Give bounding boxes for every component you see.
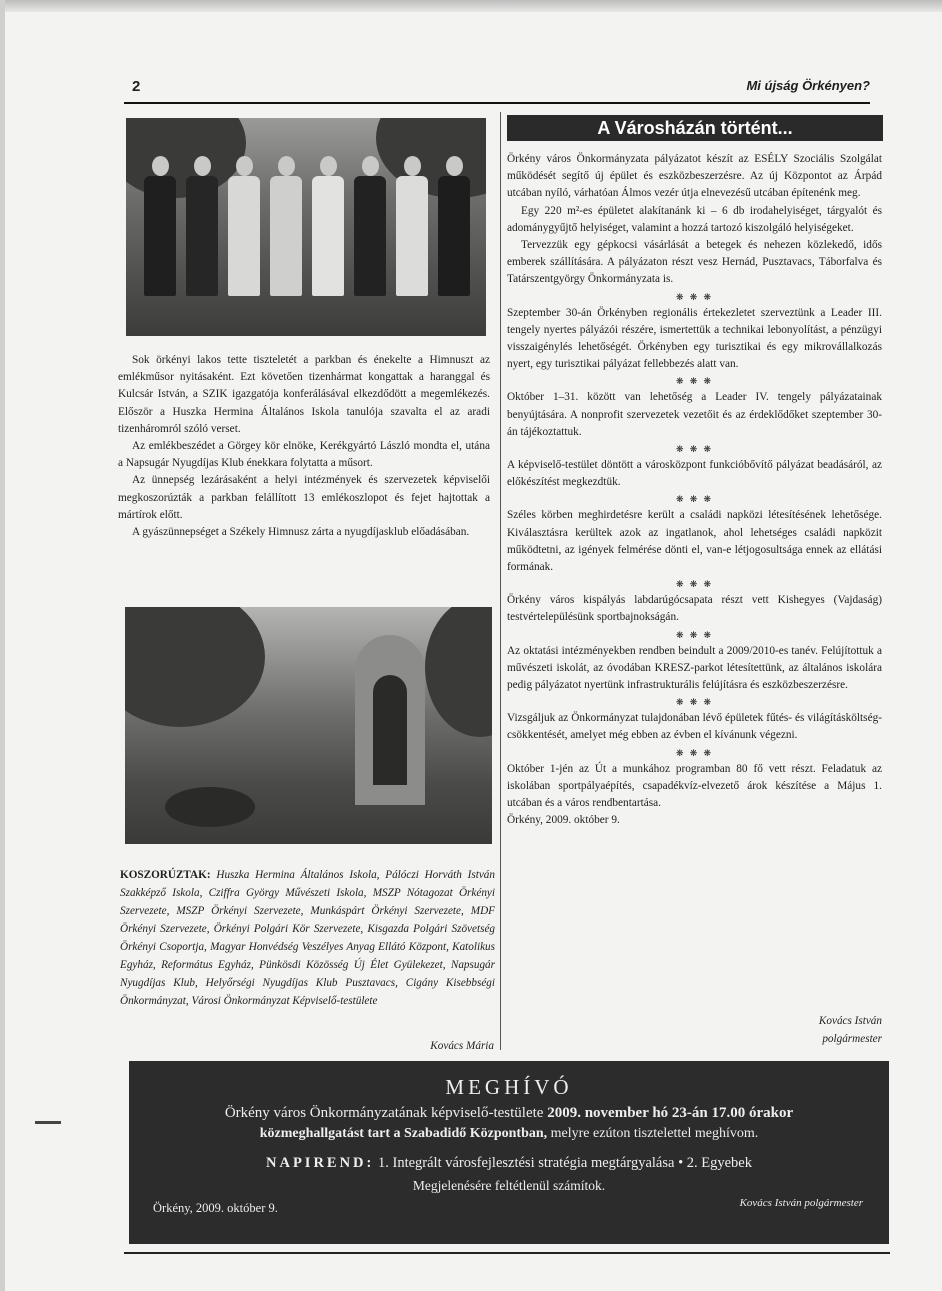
separator: ❋ ❋ ❋ [675,697,714,708]
separator: ❋ ❋ ❋ [675,747,714,758]
photo-person [438,156,470,296]
paragraph: Az emlékbeszédet a Görgey kör elnöke, Kerékgyártó László mondta el, utána a Napsugár Nyugdíjas Klub énekkara folytatta a műsort. [118,440,490,470]
invitation-event: közmeghallgatást tart a Szabadidő Központban, [259,1126,548,1141]
invitation-signature: Kovács István polgármester [739,1197,863,1209]
invitation-line: Megjelenésére feltétlenül számítok. [412,1178,606,1193]
photo-tree [425,607,492,737]
invitation-text: Örkény város Önkormányzatának képviselő-testülete [224,1105,548,1121]
photo-choir-group [126,118,486,336]
invitation-line [129,1126,889,1142]
date-line: Örkény, 2009. október 9. [507,814,620,827]
photo-person [228,156,260,296]
paragraph: A gyászünnepséget a Székely Himnusz zárta a nyugdíjasklub előadásában. [132,526,470,539]
bottom-rule [124,1252,890,1254]
wreath-organizations: Huszka Hermina Általános Iskola, Pálóczi Horváth István Szakképző Iskola, Cziffra György Művészeti Iskola, MSZP Nótagozat Örkényi Szervezete, MSZP Örkényi Szervezete, Munkáspárt Örkényi Szervezete, MDF Örkényi Szervezete, Örkényi Polgári Kör Szervezete, Kisgazda Polgári Szövetség Örkényi Csoportja, Magyar Honvédség Veszélyes Anyag Ellátó Központ, Katolikus Egyház, Református Egyház, Pünkösdi Közösség Új Élet Gyülekezet, Napsugár Nyugdíjas Klub, Helyőrségi Nyugdíjas Klub Pusztavacs, Cigány Kisebbségi Önkormányzat, Városi Önkormányzat Képviselő-testülete [120,869,495,1007]
invitation-date: Örkény, 2009. október 9. [153,1201,278,1215]
scan-left-edge [0,0,5,1291]
paragraph: Sok örkényi lakos tette tiszteletét a parkban és énekelte a Himnuszt az emlékműsor nyitásaként. Ezt követően tizenhármat kongattak a haranggal és Kulcsár István, a SZIK igazgatója konferálásával elkezdődött a megemlékezés. Először a Huszka Hermina Általános Iskola tanulója szavalta el az aradi tizenháromról szóló verset. [118,354,490,435]
paragraph: Egy 220 m²-es épületet alakítanánk ki – 6 db irodahelyiséget, tárgyalót és adománygyűjtő helyiséget, valamint a hozzá tartozó kiszolgáló helyiségeket. [507,204,882,234]
agenda-items: 1. Integrált városfejlesztési stratégia megtárgyalása • 2. Egyebek [374,1155,752,1171]
paragraph: Tervezzük egy gépkocsi vásárlását a betegek és nehezen közlekedő, idős emberek szállítására. A pályázaton részt vesz Hernád, Pusztavacs, Táborfalva és Tatárszentgyörgy Önkormányzata is. [507,239,882,286]
article-right-body [507,151,882,830]
column-divider [500,112,501,1050]
scan-mark [35,1121,61,1124]
paragraph: Október 1–31. között van lehetőség a Leader IV. tengely pályázatainak benyújtására. A nonprofit szervezetek vezetőit és az érdeklődőket szeptember 30-án tájékoztattuk. [507,391,882,438]
photo-wreaths [165,787,255,827]
invitation-text: melyre ezúton tisztelettel meghívom. [547,1126,759,1141]
newspaper-title: Mi újság Örkényen? [746,78,870,93]
paragraph: Vizsgáljuk az Önkormányzat tulajdonában lévő épületek fűtés- és világításköltség-csökkentését, amelyet még ebben az évben el kívánunk végezni. [507,712,882,742]
invitation-datetime: 2009. november hó 23-án 17.00 órakor [547,1105,794,1121]
separator: ❋ ❋ ❋ [675,629,714,640]
paragraph: Örkény város kispályás labdarúgócsapata részt vett Kishegyes (Vajdaság) testvértelepülésünk sportbajnokságán. [507,594,882,624]
photo-person [396,156,428,296]
paragraph: Október 1-jén az Út a munkához programban 80 fő vett részt. Feladatuk az iskolában sportpályaépítés, csapadékvíz-elvezető árok készítése a Május 1. utcában és a város rendbentartása. [507,762,882,810]
paragraph: A képviselő-testület döntött a városközpont funkcióbővítő pályázat beadásáról, az előkészítést megkezdtük. [507,459,882,489]
photo-person [186,156,218,296]
author-signature: Kovács Mária [430,1040,494,1052]
page-header [124,76,870,104]
invitation-box [129,1061,889,1244]
article-left-body [118,352,490,541]
agenda-line [129,1155,889,1172]
separator: ❋ ❋ ❋ [675,579,714,590]
separator: ❋ ❋ ❋ [675,291,714,302]
separator: ❋ ❋ ❋ [675,444,714,455]
page-number: 2 [132,78,141,95]
invitation-line [129,1105,889,1122]
paragraph: Szeptember 30-án Örkényben regionális értekezletet szerveztünk a Leader III. tengely nyertes pályázói részére, ismertettük a technikai lebonyolítást, a pénzügyi visszaigénylés lehetőségét. Örkényben egy turisztikai és egy mikrovállalkozás nyert, egy turisztikai pályázat fellebbezés alatt van. [507,306,882,371]
photo-tree [125,607,265,727]
paragraph: Örkény város Önkormányzata pályázatot készít az ESÉLY Szociális Szolgálat működését segítő új épület és eszközbeszerzésre. Az új Központot az Árpád utcában nyíló, várhatóan Álmos vezér útja elnevezésű utcában építenénk meg. [507,153,882,200]
invitation-title: MEGHÍVÓ [445,1075,573,1099]
separator: ❋ ❋ ❋ [675,376,714,387]
scan-top-edge [0,0,942,12]
separator: ❋ ❋ ❋ [675,494,714,505]
mayor-title: polgármester [822,1033,882,1045]
paragraph: Az ünnepség lezárásaként a helyi intézmények és szervezetek képviselői megkoszorúzták a parkban felállított 13 emlékoszlopot és fejet hajtottak a mártírok előtt. [118,474,490,521]
photo-chapel [355,635,425,805]
photo-person [270,156,302,296]
section-heading: A Városházán történt... [507,115,883,141]
photo-person [144,156,176,296]
wreath-list [120,866,495,1010]
wreath-label: KOSZORÚZTAK: [120,869,211,881]
mayor-name: Kovács István [818,1015,882,1027]
photo-person [354,156,386,296]
photo-memorial-chapel [125,607,492,844]
photo-person [312,156,344,296]
agenda-label: NAPIREND: [266,1155,375,1171]
paragraph: Az oktatási intézményekben rendben beindult a 2009/2010-es tanév. Felújítottuk a művészeti iskolát, az óvodában KRESZ-parkot létesítettünk, az általános iskolára pedig pályázatot nyertünk infrastrukturális felújításra és eszközbeszerzésre. [507,644,882,692]
mayor-signature [782,1012,882,1048]
paragraph: Széles körben meghirdetésre került a családi napközi létesítésének lehetősége. Kiválasztásra kerültek azok az ingatlanok, ahol lehetséges családi napközit működtetni, az igények felmérése dönti el, van-e létjogosultsága ennek az ellátási formának. [507,509,882,574]
